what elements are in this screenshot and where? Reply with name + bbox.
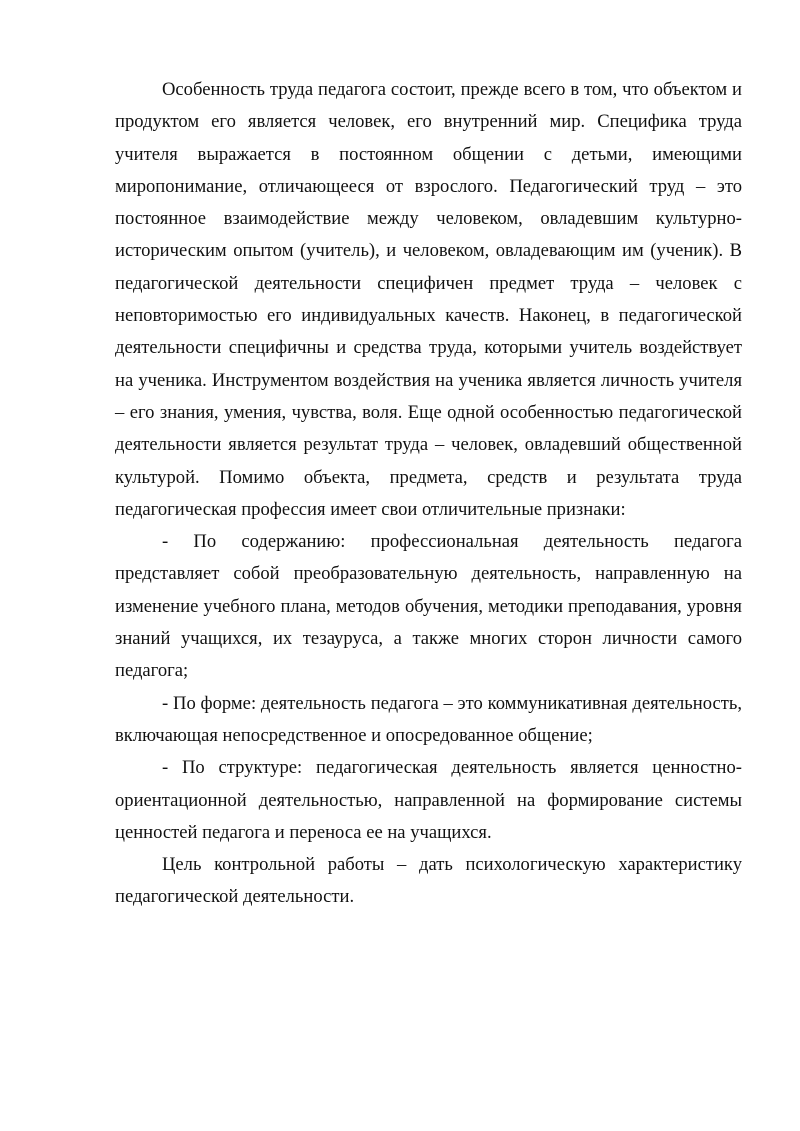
paragraph-structure-feature: - По структуре: педагогическая деятельность является ценностно-ориентационной деятельностью, направленной на формирование системы ценностей педагога и переноса ее на учащихся. [115,757,742,843]
paragraph-intro: Особенность труда педагога состоит, прежде всего в том, что объектом и продуктом его является человек, его внутренний мир. Специфика труда учителя выражается в постоянном общении с детьми, имеющими миропонимание, отличающееся от взрослого. Педагогический труд – это постоянное взаимодействие между человеком, овладевшим культурно-историческим опытом (учитель), и человеком, овладевающим им (ученик). В педагогической деятельности специфичен предмет труда – человек с неповторимостью его индивидуальных качеств. Наконец, в педагогической деятельности специфичны и средства труда, которыми учитель воздействует на ученика. Инструментом воздействия на ученика является личность учителя – его знания, умения, чувства, воля. Еще одной особенностью педагогической деятельности является результат труда – человек, овладевший общественной культурой. Помимо объекта, предмета, средств и результата труда педагогическая профессия имеет свои отличительные признаки: [115,79,742,520]
paragraph-goal: Цель контрольной работы – дать психологическую характеристику педагогической деятельности. [115,854,742,908]
body-text [115,74,742,914]
paragraph-content-feature: - По содержанию: профессиональная деятельность педагога представляет собой преобразовательную деятельность, направленную на изменение учебного плана, методов обучения, методики преподавания, уровня знаний учащихся, их тезауруса, а также многих сторон личности самого педагога; [115,531,742,682]
paragraph-form-feature: - По форме: деятельность педагога – это коммуникативная деятельность, включающая непосредственное и опосредованное общение; [115,692,742,746]
